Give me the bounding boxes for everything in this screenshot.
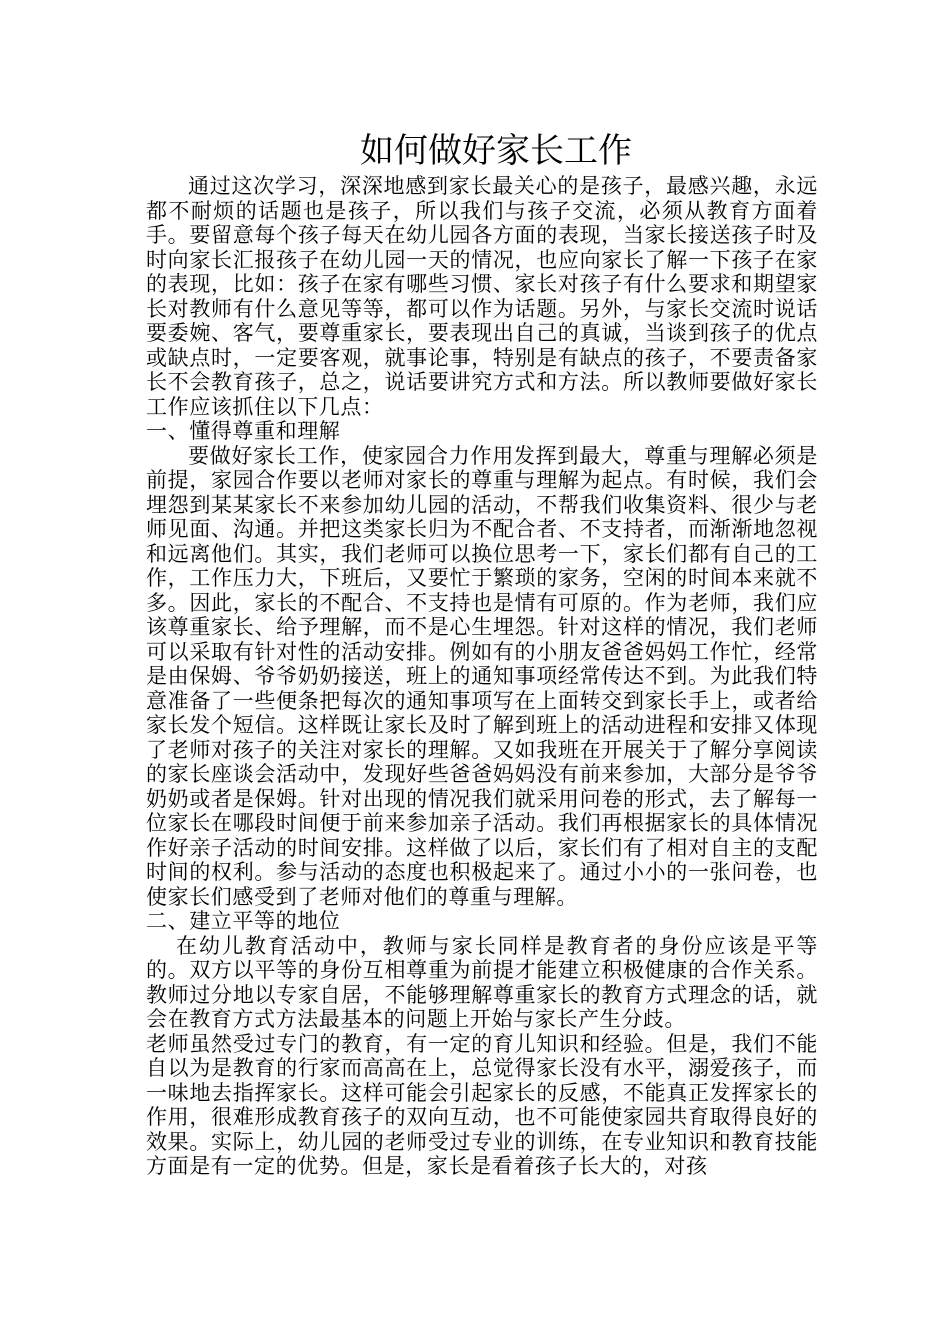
section-2-paragraph-1: 在幼儿教育活动中，教师与家长同样是教育者的身份应该是平等的。双方以平等的身份互相尊重为前提才能建立积极健康的合作关系。教师过分地以专家自居，不能够理解尊重家长的教育方式理念的话，就会在教育方式方法最基本的问题上开始与家长产生分歧。 <box>146 933 818 1031</box>
section-1-paragraph: 要做好家长工作，使家园合力作用发挥到最大，尊重与理解必须是前提，家园合作要以老师对家长的尊重与理解为起点。有时候，我们会埋怨到某某家长不来参加幼儿园的活动，不帮我们收集资料、很少与老师见面、沟通。并把这类家长归为不配合者、不支持者，而渐渐地忽视和远离他们。其实，我们老师可以换位思考一下，家长们都有自己的工作，工作压力大，下班后，又要忙于繁琐的家务，空闲的时间本来就不多。因此，家长的不配合、不支持也是情有可原的。作为老师，我们应该尊重家长、给予理解，而不是心生埋怨。针对这样的情况，我们老师可以采取有针对性的活动安排。例如有的小朋友爸爸妈妈工作忙，经常是由保姆、爷爷奶奶接送，班上的通知事项经常传达不到。为此我们特意准备了一些便条把每次的通知事项写在上面转交到家长手上，或者给家长发个短信。这样既让家长及时了解到班上的活动进程和安排又体现了老师对孩子的关注对家长的理解。又如我班在开展关于了解分享阅读的家长座谈会活动中，发现好些爸爸妈妈没有前来参加，大部分是爷爷奶奶或者是保姆。针对出现的情况我们就采用问卷的形式，去了解每一位家长在哪段时间便于前来参加亲子活动。我们再根据家长的具体情况作好亲子活动的时间安排。这样做了以后，家长们有了相对自主的支配时间的权利。参与活动的态度也积极起来了。通过小小的一张问卷，也使家长们感受到了老师对他们的尊重与理解。 <box>146 443 818 909</box>
section-1-heading: 一、懂得尊重和理解 <box>146 419 341 443</box>
document-title: 如何做好家长工作 <box>360 131 632 171</box>
section-2-heading: 二、建立平等的地位 <box>146 909 341 933</box>
section-2-paragraph-2: 老师虽然受过专门的教育，有一定的育儿知识和经验。但是，我们不能自以为是教育的行家而高高在上，总觉得家长没有水平，溺爱孩子，而一味地去指挥家长。这样可能会引起家长的反感，不能真正发挥家长的作用，很难形成教育孩子的双向互动，也不可能使家园共育取得良好的效果。实际上，幼儿园的老师受过专业的训练，在专业知识和教育技能方面是有一定的优势。但是，家长是看着孩子长大的，对孩 <box>146 1031 818 1178</box>
intro-paragraph: 通过这次学习，深深地感到家长最关心的是孩子，最感兴趣，永远都不耐烦的话题也是孩子，所以我们与孩子交流，必须从教育方面着手。要留意每个孩子每天在幼儿园各方面的表现，当家长接送孩子时及时向家长汇报孩子在幼儿园一天的情况，也应向家长了解一下孩子在家的表现，比如：孩子在家有哪些习惯、家长对孩子有什么要求和期望家长对教师有什么意见等等，都可以作为话题。另外，与家长交流时说话要委婉、客气，要尊重家长，要表现出自己的真诚，当谈到孩子的优点或缺点时，一定要客观，就事论事，特别是有缺点的孩子，不要责备家长不会教育孩子，总之，说话要讲究方式和方法。所以教师要做好家长工作应该抓住以下几点： <box>146 174 818 419</box>
document-content <box>146 128 818 1179</box>
